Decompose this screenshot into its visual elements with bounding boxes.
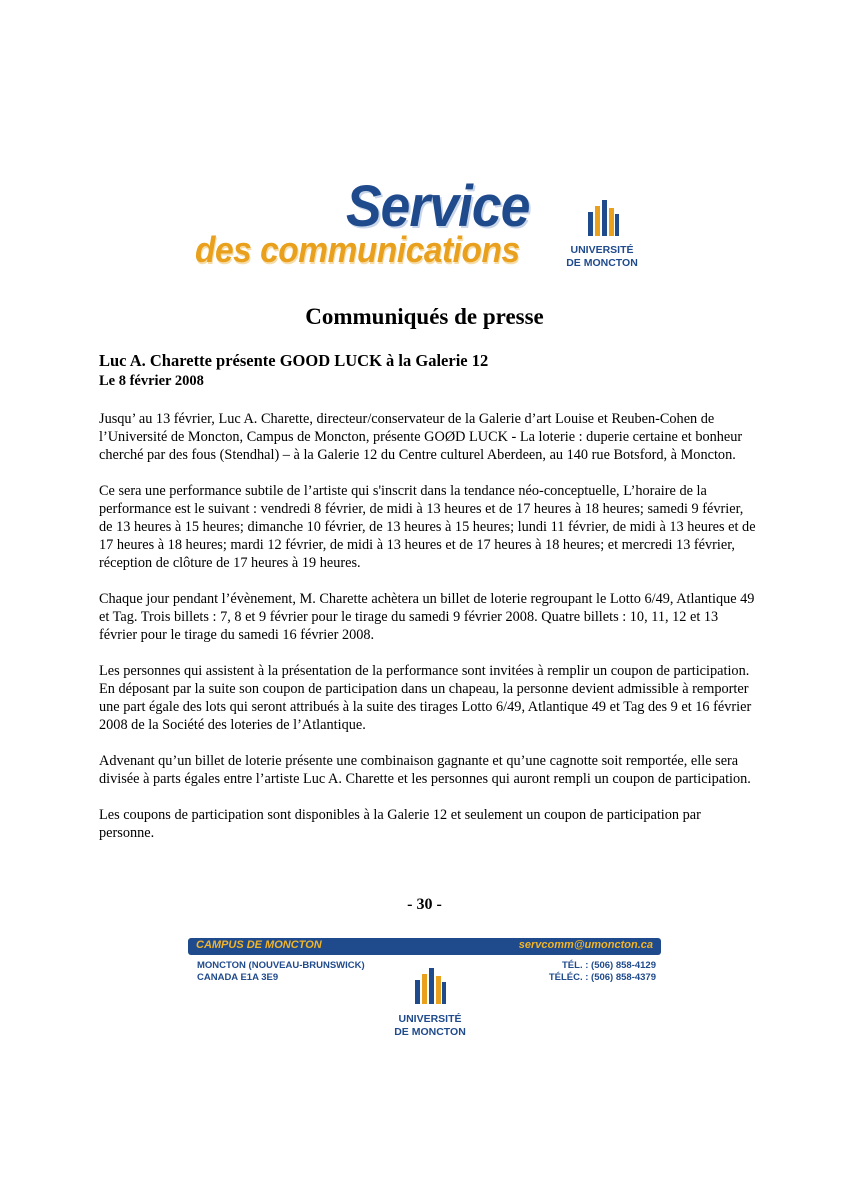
fax-number: TÉLÉC. : (506) 858-4379 [548,972,656,983]
paragraph: Les personnes qui assistent à la présentation de la performance sont invitées à remplir un coupon de participation. En déposant par la suite son coupon de participation dans un chapeau, la personne devient admissible à remporter une part égale des lots qui seront attribués à la suite des tirages Lotto 6/49, Atlantique 49 et Tag des 9 et 16 février 2008 de la Société des loteries de l’Atlantique. [99,663,752,733]
page-heading: Communiqués de presse [305,304,544,329]
article-date: Le 8 février 2008 [99,373,204,389]
paragraph: Les coupons de participation sont disponibles à la Galerie 12 et seulement un coupon de participation par personne. [99,807,701,841]
paragraph: Chaque jour pendant l’évènement, M. Charette achètera un billet de loterie regroupant le Lotto 6/49, Atlantique 49 et Tag. Trois billets : 7, 8 et 9 février pour le tirage du samedi 9 février 2008. Quatre billets : 10, 11, 12 et 13 février pour le tirage du samedi 16 février 2008. [99,591,755,643]
article-body [99,410,759,860]
university-name-footer [388,1013,472,1039]
service-logo-title: Service [346,174,530,239]
footer-email-link[interactable]: servcomm@umoncton.ca [518,939,653,951]
address-line2: CANADA E1A 3E9 [197,972,279,983]
university-logo-footer [413,966,447,1006]
address-line1: MONCTON (NOUVEAU-BRUNSWICK) [197,960,365,971]
university-flame-icon [586,198,620,238]
university-name-header [562,244,642,270]
footer-bar [188,938,661,955]
university-line1: UNIVERSITÉ [398,1013,462,1025]
paragraph: Ce sera une performance subtile de l’artiste qui s'inscrit dans la tendance néo-conceptuelle, L’horaire de la performance est le suivant : vendredi 8 février, de midi à 13 heures et de 17 heures à 18 heures; samedi 9 février, de 13 heures à 15 heures; dimanche 10 février, de 13 heures à 15 heures; lundi 11 février, de midi à 13 heures et de 17 heures à 18 heures; mardi 12 février, de midi à 13 heures et de 17 heures à 18 heures; et mercredi 13 février, réception de clôture de 17 heures à 19 heures. [99,483,756,571]
article-title: Luc A. Charette présente GOOD LUCK à la Galerie 12 [99,351,489,370]
page-number: - 30 - [407,896,442,913]
phone-number: TÉL. : (506) 858-4129 [562,960,656,971]
footer-campus: CAMPUS DE MONCTON [196,939,322,951]
university-flame-icon [413,966,447,1006]
service-logo-subtitle: des communications [195,229,520,270]
footer-contact [530,960,656,984]
university-line2: DE MONCTON [566,257,638,269]
footer-address [197,960,365,984]
paragraph: Advenant qu’un billet de loterie présente une combinaison gagnante et qu’une cagnotte soit remportée, elle sera divisée à parts égales entre l’artiste Luc A. Charette et les personnes qui auront rempli un coupon de participation. [99,753,751,787]
university-logo-header [586,198,620,238]
university-line1: UNIVERSITÉ [570,244,634,256]
university-line2: DE MONCTON [394,1026,466,1038]
paragraph: Jusqu’ au 13 février, Luc A. Charette, directeur/conservateur de la Galerie d’art Louise et Reuben-Cohen de l’Université de Moncton, Campus de Moncton, présente GOØD LUCK - La loterie : duperie certaine et bonheur cherché par des fous (Stendhal) – à la Galerie 12 du Centre culturel Aberdeen, au 140 rue Botsford, à Moncton. [99,411,743,463]
